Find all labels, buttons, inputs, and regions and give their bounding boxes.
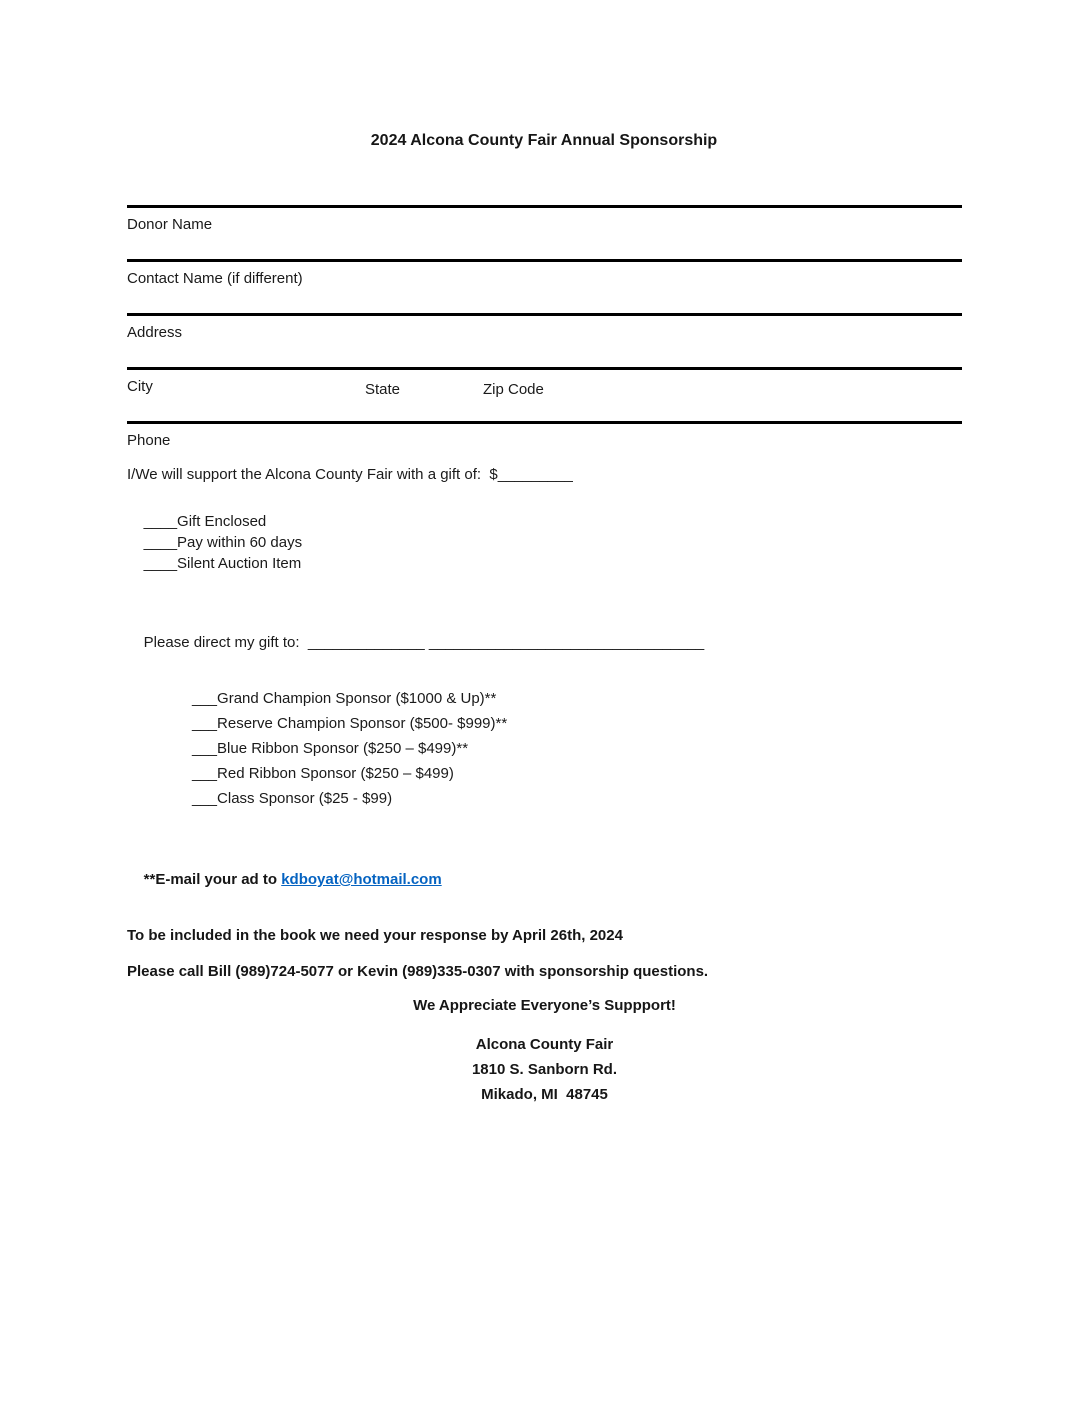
field-row-city-state-zip <box>127 367 962 421</box>
page-title: 2024 Alcona County Fair Annual Sponsorship <box>370 132 718 149</box>
org-street: 1810 S. Sanborn Rd. <box>471 1061 618 1078</box>
field-row-address <box>127 313 962 367</box>
city-label: City <box>127 378 153 395</box>
field-row-phone <box>127 421 962 455</box>
state-label: State <box>365 381 401 398</box>
phone-label: Phone <box>127 432 171 449</box>
payment-options-line <box>127 490 1088 595</box>
contact-name-label: Contact Name (if different) <box>127 270 303 287</box>
direct-gift-blank: ______________ _________________________________ <box>307 634 705 651</box>
org-address-block <box>127 1032 962 1107</box>
sponsor-level-reserve-champion: ___Reserve Champion Sponsor ($500- $999)** <box>192 715 508 732</box>
gift-amount-line: I/We will support the Alcona County Fair with a gift of: $_________ <box>127 466 573 483</box>
sponsor-level-blue-ribbon: ___Blue Ribbon Sponsor ($250 – $499)** <box>192 740 469 757</box>
option-silent-auction: ____Silent Auction Item <box>143 555 302 572</box>
email-instruction-text: **E-mail your ad to <box>143 871 282 888</box>
zip-code-label: Zip Code <box>483 381 544 398</box>
donor-name-label: Donor Name <box>127 216 213 233</box>
sponsor-level-red-ribbon: ___Red Ribbon Sponsor ($250 – $499) <box>192 765 454 782</box>
sponsor-level-grand-champion: ___Grand Champion Sponsor ($1000 & Up)** <box>192 690 497 707</box>
contact-phones-note: Please call Bill (989)724-5077 or Kevin (989)335-0307 with sponsorship questions. <box>127 963 709 980</box>
sponsor-levels-list <box>192 686 1088 811</box>
appreciation-note: We Appreciate Everyone’s Suppport! <box>413 997 676 1014</box>
deadline-note: To be included in the book we need your response by April 26th, 2024 <box>127 927 623 944</box>
address-label: Address <box>127 324 183 341</box>
sponsor-level-class: ___Class Sponsor ($25 - $99) <box>192 790 393 807</box>
donor-info-fields <box>127 205 962 455</box>
org-name: Alcona County Fair <box>475 1036 614 1053</box>
field-row-donor-name <box>127 205 962 259</box>
org-city-state-zip: Mikado, MI 48745 <box>481 1086 608 1103</box>
direct-gift-line <box>127 611 1088 674</box>
option-pay-60-days: ____Pay within 60 days <box>143 534 303 551</box>
field-row-contact-name <box>127 259 962 313</box>
email-link[interactable]: kdboyat@hotmail.com <box>281 871 442 888</box>
option-gift-enclosed: ____Gift Enclosed <box>143 513 267 530</box>
direct-gift-label: Please direct my gift to: <box>143 634 308 651</box>
email-instruction-line <box>127 848 1088 911</box>
